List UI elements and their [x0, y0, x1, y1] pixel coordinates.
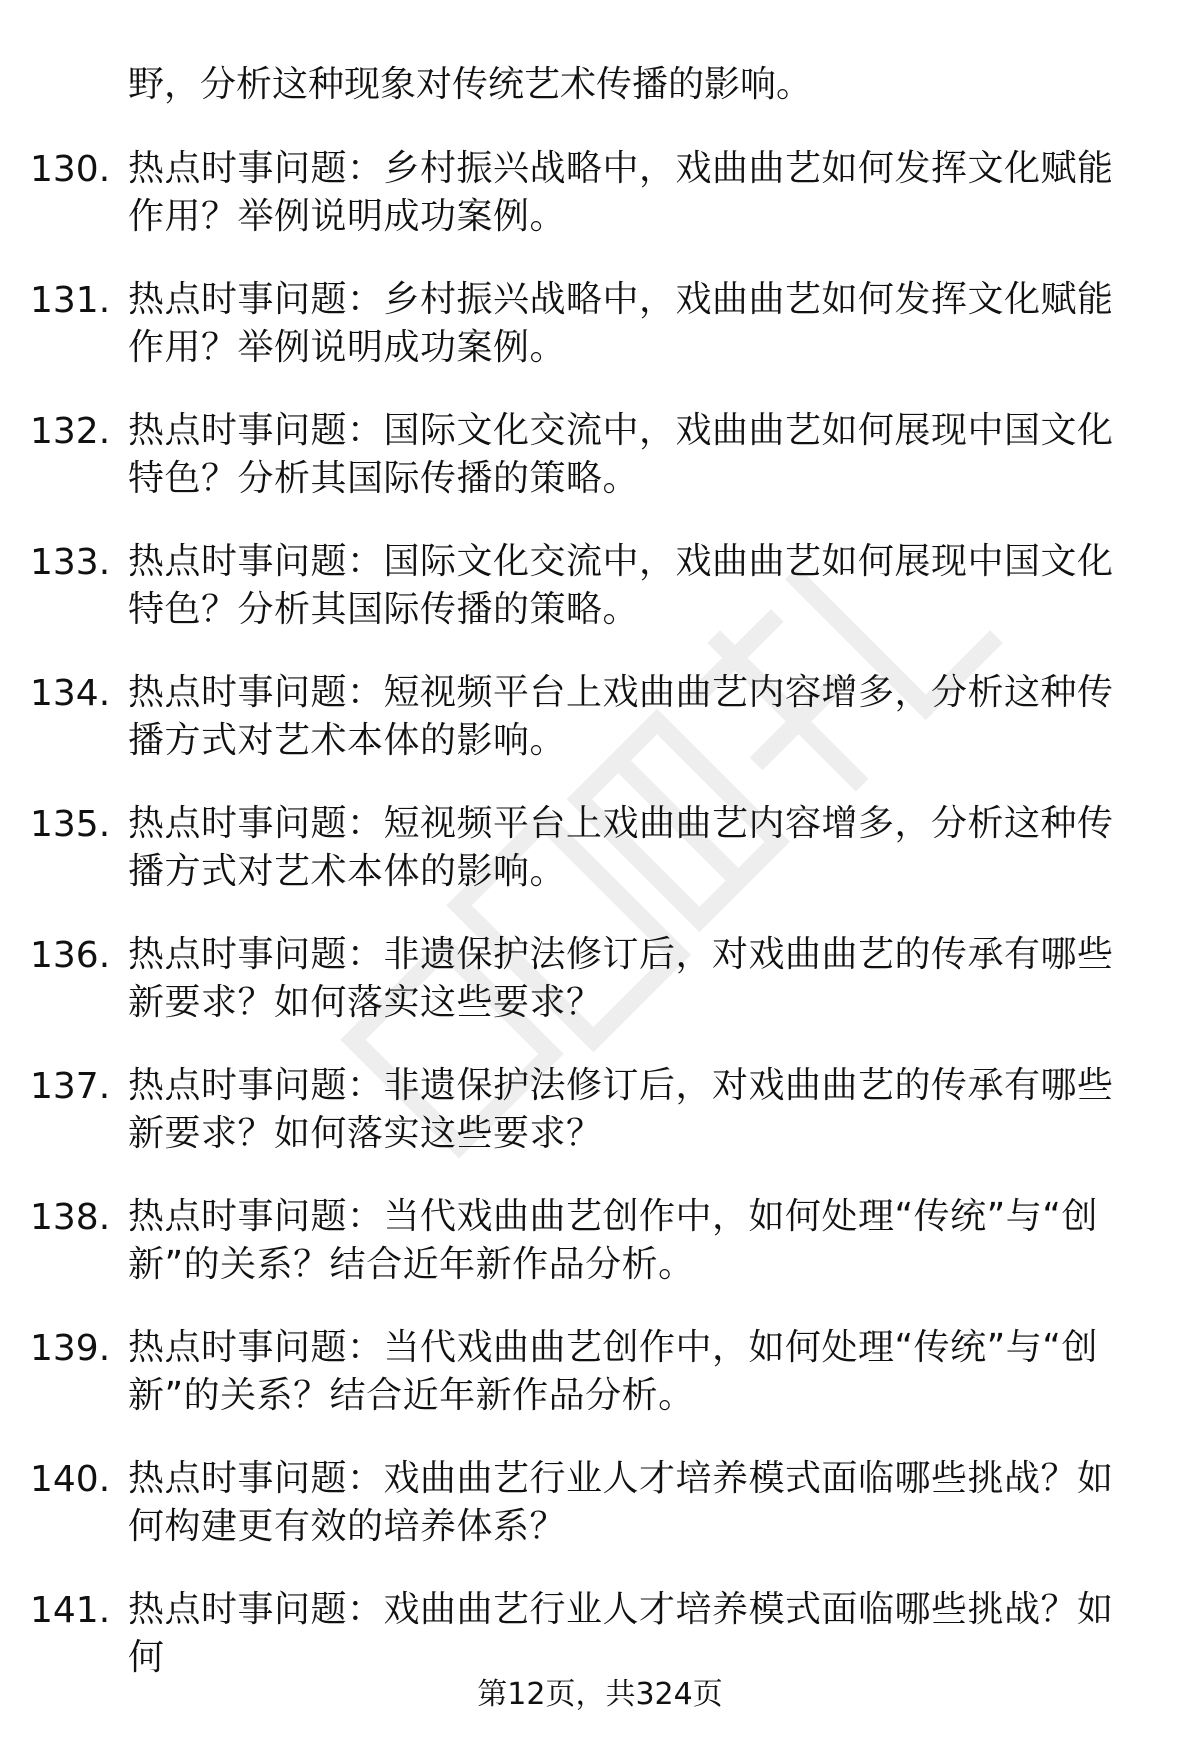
- question-text: 热点时事问题：国际文化交流中，戏曲曲艺如何展现中国文化特色？分析其国际传播的策略。: [128, 410, 1114, 499]
- question-text: 热点时事问题：短视频平台上戏曲曲艺内容增多，分析这种传播方式对艺术本体的影响。: [128, 803, 1114, 892]
- question-number: 133.: [30, 542, 111, 583]
- question-number: 131.: [30, 280, 111, 321]
- question-item: [0, 276, 1200, 407]
- question-number: 141.: [30, 1590, 111, 1631]
- question-item: [0, 1062, 1200, 1193]
- question-item: [0, 407, 1200, 538]
- question-item: [0, 538, 1200, 669]
- question-number: 130.: [30, 149, 111, 190]
- question-text: 热点时事问题：戏曲曲艺行业人才培养模式面临哪些挑战？如何构建更有效的培养体系？: [128, 1458, 1114, 1547]
- question-text: 热点时事问题：国际文化交流中，戏曲曲艺如何展现中国文化特色？分析其国际传播的策略。: [128, 541, 1114, 630]
- question-item: [0, 1455, 1200, 1586]
- question-number: 137.: [30, 1066, 111, 1107]
- question-number: 139.: [30, 1328, 111, 1369]
- question-item: [0, 669, 1200, 800]
- question-number: 140.: [30, 1459, 111, 1500]
- question-text: 热点时事问题：当代戏曲曲艺创作中，如何处理“传统”与“创新”的关系？结合近年新作品分析。: [128, 1196, 1098, 1285]
- question-number: 132.: [30, 411, 111, 452]
- question-list: [0, 145, 1200, 1717]
- question-number: 136.: [30, 935, 111, 976]
- page-footer: 第12页，共324页: [477, 1677, 723, 1712]
- question-text: 热点时事问题：乡村振兴战略中，戏曲曲艺如何发挥文化赋能作用？举例说明成功案例。: [128, 148, 1114, 237]
- question-text: 热点时事问题：非遗保护法修订后，对戏曲曲艺的传承有哪些新要求？如何落实这些要求？: [128, 1065, 1114, 1154]
- question-item: [0, 1193, 1200, 1324]
- continuation-text: 野，分析这种现象对传统艺术传播的影响。: [128, 64, 813, 105]
- question-item: [0, 931, 1200, 1062]
- question-text: 热点时事问题：戏曲曲艺行业人才培养模式面临哪些挑战？如何: [128, 1589, 1114, 1678]
- question-text: 热点时事问题：当代戏曲曲艺创作中，如何处理“传统”与“创新”的关系？结合近年新作品分析。: [128, 1327, 1098, 1416]
- question-number: 138.: [30, 1197, 111, 1238]
- question-text: 热点时事问题：非遗保护法修订后，对戏曲曲艺的传承有哪些新要求？如何落实这些要求？: [128, 934, 1114, 1023]
- question-text: 热点时事问题：乡村振兴战略中，戏曲曲艺如何发挥文化赋能作用？举例说明成功案例。: [128, 279, 1114, 368]
- question-text: 热点时事问题：短视频平台上戏曲曲艺内容增多，分析这种传播方式对艺术本体的影响。: [128, 672, 1114, 761]
- question-item: [0, 1324, 1200, 1455]
- question-item: [0, 800, 1200, 931]
- question-number: 135.: [30, 804, 111, 845]
- question-number: 134.: [30, 673, 111, 714]
- question-item: [0, 145, 1200, 276]
